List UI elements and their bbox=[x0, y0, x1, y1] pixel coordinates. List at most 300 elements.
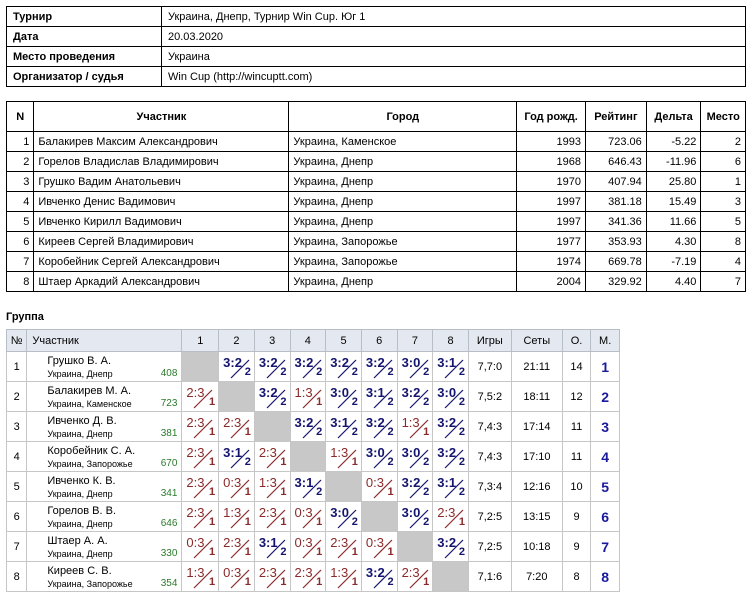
points-cell: 9 bbox=[562, 532, 591, 562]
match-score: 2:3 bbox=[186, 475, 205, 490]
match-points: 1 bbox=[316, 516, 323, 528]
participant-cell: 6 bbox=[701, 152, 746, 172]
match-result-cell bbox=[182, 382, 219, 412]
participant-cell: Украина, Каменское bbox=[289, 132, 517, 152]
match-score: 3:2 bbox=[401, 385, 421, 400]
match-points: 1 bbox=[244, 426, 251, 438]
match-score: 2:3 bbox=[223, 535, 242, 550]
player-rating: 381 bbox=[160, 428, 178, 439]
match-result-cell bbox=[433, 352, 469, 382]
points-cell: 11 bbox=[562, 442, 591, 472]
player-rating: 723 bbox=[160, 398, 178, 409]
match-score: 3:0 bbox=[401, 445, 421, 460]
participant-row bbox=[7, 232, 746, 252]
match-score: 3:2 bbox=[330, 355, 349, 370]
group-row bbox=[7, 472, 620, 502]
match-result-cell bbox=[219, 442, 255, 472]
player-city: Украина, Днепр bbox=[47, 519, 113, 529]
group-row-number: 3 bbox=[7, 412, 27, 442]
group-row-number: 8 bbox=[7, 562, 27, 592]
match-result-cell bbox=[290, 382, 326, 412]
tournament-info-table bbox=[6, 6, 746, 87]
participants-header-cell: Год рожд. bbox=[517, 102, 586, 132]
player-name: Грушко В. А. bbox=[47, 355, 112, 367]
match-result-cell bbox=[326, 382, 362, 412]
self-match-cell bbox=[219, 382, 255, 412]
player-rating: 330 bbox=[160, 548, 178, 559]
place-cell: 5 bbox=[591, 472, 620, 502]
info-row bbox=[7, 27, 746, 47]
match-points: 2 bbox=[423, 396, 430, 408]
match-points: 1 bbox=[423, 426, 430, 438]
match-score: 3:0 bbox=[330, 505, 349, 520]
games-cell: 7,5:2 bbox=[468, 382, 511, 412]
match-points: 2 bbox=[280, 366, 287, 378]
group-header-cell: 8 bbox=[433, 330, 469, 352]
match-score: 0:3 bbox=[294, 505, 313, 520]
group-player-cell bbox=[27, 532, 182, 562]
participant-cell: 4 bbox=[701, 252, 746, 272]
participant-cell: 2004 bbox=[517, 272, 586, 292]
match-points: 2 bbox=[316, 426, 323, 438]
match-score: 3:2 bbox=[365, 415, 385, 430]
match-score: 3:1 bbox=[365, 385, 385, 400]
match-result-cell bbox=[219, 562, 255, 592]
info-row bbox=[7, 67, 746, 87]
sets-cell: 21:11 bbox=[511, 352, 562, 382]
place-cell: 6 bbox=[591, 502, 620, 532]
player-city: Украина, Днепр bbox=[47, 429, 113, 439]
match-points: 1 bbox=[316, 396, 323, 408]
self-match-cell bbox=[254, 412, 290, 442]
match-score: 3:1 bbox=[330, 415, 349, 430]
points-cell: 11 bbox=[562, 412, 591, 442]
participant-row bbox=[7, 192, 746, 212]
participant-cell: 329.92 bbox=[586, 272, 647, 292]
participant-cell: 3 bbox=[7, 172, 34, 192]
match-points: 2 bbox=[316, 366, 323, 378]
match-score: 3:0 bbox=[437, 385, 457, 400]
participant-cell: 1997 bbox=[517, 212, 586, 232]
group-results-table bbox=[6, 329, 620, 592]
match-points: 1 bbox=[280, 576, 287, 588]
match-result-cell bbox=[326, 352, 362, 382]
match-result-cell bbox=[326, 502, 362, 532]
match-result-cell bbox=[433, 532, 469, 562]
participant-cell: 15.49 bbox=[646, 192, 701, 212]
participant-cell: Украина, Запорожье bbox=[289, 252, 517, 272]
group-row bbox=[7, 412, 620, 442]
match-score: 3:2 bbox=[365, 355, 385, 370]
match-result-cell bbox=[290, 472, 326, 502]
match-score: 3:1 bbox=[437, 475, 457, 490]
player-rating: 354 bbox=[160, 578, 178, 589]
participant-cell: Украина, Днепр bbox=[289, 272, 517, 292]
match-result-cell bbox=[361, 382, 397, 412]
games-cell: 7,2:5 bbox=[468, 532, 511, 562]
player-city: Украина, Днепр bbox=[47, 549, 113, 559]
match-points: 2 bbox=[423, 456, 430, 468]
match-result-cell bbox=[219, 352, 255, 382]
match-result-cell bbox=[254, 382, 290, 412]
match-points: 1 bbox=[209, 426, 216, 438]
match-points: 1 bbox=[458, 516, 465, 528]
match-points: 1 bbox=[316, 576, 323, 588]
match-points: 1 bbox=[209, 396, 216, 408]
match-points: 2 bbox=[351, 516, 358, 528]
group-row-number: 6 bbox=[7, 502, 27, 532]
games-cell: 7,1:6 bbox=[468, 562, 511, 592]
group-player-cell bbox=[27, 502, 182, 532]
participant-cell: Горелов Владислав Владимирович bbox=[34, 152, 289, 172]
match-result-cell bbox=[361, 562, 397, 592]
participant-row bbox=[7, 172, 746, 192]
group-row bbox=[7, 562, 620, 592]
match-score: 1:3 bbox=[294, 385, 313, 400]
group-header-cell: 7 bbox=[397, 330, 433, 352]
match-points: 2 bbox=[316, 486, 323, 498]
participant-cell: 1968 bbox=[517, 152, 586, 172]
match-score: 0:3 bbox=[365, 475, 384, 490]
match-points: 2 bbox=[458, 486, 465, 498]
group-row bbox=[7, 502, 620, 532]
match-score: 3:0 bbox=[330, 385, 349, 400]
match-points: 2 bbox=[423, 486, 430, 498]
participants-header-cell: Рейтинг bbox=[586, 102, 647, 132]
points-cell: 14 bbox=[562, 352, 591, 382]
participants-header-cell: Участник bbox=[34, 102, 289, 132]
participant-row bbox=[7, 212, 746, 232]
place-cell: 1 bbox=[591, 352, 620, 382]
participant-cell: Украина, Днепр bbox=[289, 172, 517, 192]
group-header-cell: Участник bbox=[27, 330, 182, 352]
info-row bbox=[7, 47, 746, 67]
participant-cell: Ивченко Денис Вадимович bbox=[34, 192, 289, 212]
place-cell: 2 bbox=[591, 382, 620, 412]
match-score: 3:2 bbox=[223, 355, 242, 370]
match-points: 2 bbox=[423, 366, 430, 378]
participant-cell: 1974 bbox=[517, 252, 586, 272]
match-score: 0:3 bbox=[223, 565, 242, 580]
group-row-number: 5 bbox=[7, 472, 27, 502]
place-cell: 8 bbox=[591, 562, 620, 592]
participant-cell: 8 bbox=[701, 232, 746, 252]
player-rating: 646 bbox=[160, 518, 178, 529]
match-points: 2 bbox=[458, 366, 465, 378]
match-result-cell bbox=[326, 562, 362, 592]
participant-cell: 1 bbox=[7, 132, 34, 152]
match-score: 0:3 bbox=[223, 475, 242, 490]
participant-cell: -5.22 bbox=[646, 132, 701, 152]
player-city: Украина, Запорожье bbox=[47, 459, 133, 469]
group-player-cell bbox=[27, 472, 182, 502]
self-match-cell bbox=[290, 442, 326, 472]
games-cell: 7,4:3 bbox=[468, 442, 511, 472]
match-score: 2:3 bbox=[330, 535, 349, 550]
sets-cell: 12:16 bbox=[511, 472, 562, 502]
match-points: 1 bbox=[351, 546, 358, 558]
match-points: 1 bbox=[423, 576, 430, 588]
match-score: 1:3 bbox=[186, 565, 205, 580]
sets-cell: 17:10 bbox=[511, 442, 562, 472]
match-score: 3:1 bbox=[258, 535, 278, 550]
match-points: 1 bbox=[387, 546, 394, 558]
match-result-cell bbox=[397, 382, 433, 412]
participants-table bbox=[6, 101, 746, 292]
participant-cell: 3 bbox=[701, 192, 746, 212]
match-points: 2 bbox=[458, 456, 465, 468]
participant-row bbox=[7, 252, 746, 272]
participant-cell: 1970 bbox=[517, 172, 586, 192]
match-points: 1 bbox=[280, 486, 287, 498]
match-points: 1 bbox=[280, 516, 287, 528]
match-result-cell bbox=[254, 472, 290, 502]
match-points: 1 bbox=[244, 486, 251, 498]
match-result-cell bbox=[182, 442, 219, 472]
match-result-cell bbox=[182, 412, 219, 442]
match-points: 2 bbox=[458, 426, 465, 438]
match-points: 1 bbox=[244, 516, 251, 528]
participant-row bbox=[7, 152, 746, 172]
participants-header-cell: Город bbox=[289, 102, 517, 132]
player-city: Украина, Днепр bbox=[47, 489, 113, 499]
place-cell: 4 bbox=[591, 442, 620, 472]
match-result-cell bbox=[361, 442, 397, 472]
participant-cell: 7 bbox=[7, 252, 34, 272]
player-rating: 408 bbox=[160, 368, 178, 379]
match-result-cell bbox=[254, 532, 290, 562]
group-header-cell: 6 bbox=[361, 330, 397, 352]
participant-cell: 7 bbox=[701, 272, 746, 292]
match-score: 2:3 bbox=[258, 505, 277, 520]
match-points: 1 bbox=[209, 546, 216, 558]
match-result-cell bbox=[433, 472, 469, 502]
match-score: 2:3 bbox=[401, 565, 420, 580]
player-city: Украина, Днепр bbox=[47, 369, 113, 379]
match-score: 2:3 bbox=[186, 505, 205, 520]
match-score: 2:3 bbox=[294, 565, 313, 580]
group-caption: Группа bbox=[6, 311, 44, 323]
match-result-cell bbox=[361, 472, 397, 502]
match-score: 3:0 bbox=[401, 505, 421, 520]
info-value: Украина, Днепр, Турнир Win Cup. Юг 1 bbox=[162, 7, 746, 27]
info-value: Win Cup (http://wincuptt.com) bbox=[162, 67, 746, 87]
match-result-cell bbox=[254, 352, 290, 382]
match-score: 2:3 bbox=[186, 445, 205, 460]
self-match-cell bbox=[182, 352, 219, 382]
match-points: 1 bbox=[209, 516, 216, 528]
group-row bbox=[7, 352, 620, 382]
place-cell: 7 bbox=[591, 532, 620, 562]
match-result-cell bbox=[290, 412, 326, 442]
match-result-cell bbox=[290, 352, 326, 382]
match-score: 3:0 bbox=[365, 445, 385, 460]
match-score: 1:3 bbox=[258, 475, 277, 490]
group-header-cell: 5 bbox=[326, 330, 362, 352]
match-result-cell bbox=[219, 412, 255, 442]
match-score: 2:3 bbox=[437, 505, 456, 520]
player-name: Ивченко К. В. bbox=[47, 475, 116, 487]
points-cell: 8 bbox=[562, 562, 591, 592]
match-score: 0:3 bbox=[365, 535, 384, 550]
participant-cell: Ивченко Кирилл Вадимович bbox=[34, 212, 289, 232]
match-points: 2 bbox=[387, 366, 394, 378]
match-result-cell bbox=[397, 472, 433, 502]
match-score: 1:3 bbox=[223, 505, 242, 520]
match-points: 2 bbox=[387, 426, 394, 438]
match-points: 2 bbox=[387, 456, 394, 468]
match-points: 1 bbox=[244, 546, 251, 558]
match-score: 3:1 bbox=[437, 355, 457, 370]
info-value: Украина bbox=[162, 47, 746, 67]
info-row bbox=[7, 7, 746, 27]
participants-header-row bbox=[7, 102, 746, 132]
place-cell: 3 bbox=[591, 412, 620, 442]
match-points: 2 bbox=[423, 516, 430, 528]
sets-cell: 10:18 bbox=[511, 532, 562, 562]
participant-cell: 1993 bbox=[517, 132, 586, 152]
group-header-row bbox=[7, 330, 620, 352]
participant-cell: -11.96 bbox=[646, 152, 701, 172]
group-player-cell bbox=[27, 352, 182, 382]
player-name: Коробейник С. А. bbox=[47, 445, 136, 457]
match-result-cell bbox=[433, 442, 469, 472]
match-result-cell bbox=[361, 412, 397, 442]
match-result-cell bbox=[326, 532, 362, 562]
participant-cell: Киреев Сергей Владимирович bbox=[34, 232, 289, 252]
match-result-cell bbox=[361, 532, 397, 562]
match-result-cell bbox=[254, 502, 290, 532]
group-header-cell: 3 bbox=[254, 330, 290, 352]
participant-cell: Украина, Днепр bbox=[289, 192, 517, 212]
match-score: 2:3 bbox=[186, 415, 205, 430]
match-result-cell bbox=[433, 412, 469, 442]
info-label: Дата bbox=[7, 27, 162, 47]
match-result-cell bbox=[182, 562, 219, 592]
match-points: 2 bbox=[351, 426, 358, 438]
group-row bbox=[7, 442, 620, 472]
match-result-cell bbox=[361, 352, 397, 382]
participant-row bbox=[7, 272, 746, 292]
points-cell: 10 bbox=[562, 472, 591, 502]
match-result-cell bbox=[326, 412, 362, 442]
info-value: 20.03.2020 bbox=[162, 27, 746, 47]
match-points: 1 bbox=[209, 576, 216, 588]
match-points: 1 bbox=[316, 546, 323, 558]
participant-cell: -7.19 bbox=[646, 252, 701, 272]
participant-cell: Коробейник Сергей Александрович bbox=[34, 252, 289, 272]
participant-cell: 353.93 bbox=[586, 232, 647, 252]
participant-cell: 6 bbox=[7, 232, 34, 252]
match-score: 2:3 bbox=[258, 565, 277, 580]
match-result-cell bbox=[397, 502, 433, 532]
games-cell: 7,4:3 bbox=[468, 412, 511, 442]
group-player-cell bbox=[27, 562, 182, 592]
match-points: 1 bbox=[244, 576, 251, 588]
match-score: 3:2 bbox=[258, 385, 278, 400]
match-result-cell bbox=[433, 502, 469, 532]
player-name: Ивченко Д. В. bbox=[47, 415, 117, 427]
participant-cell: Балакирев Максим Александрович bbox=[34, 132, 289, 152]
group-row bbox=[7, 532, 620, 562]
participant-cell: 1997 bbox=[517, 192, 586, 212]
match-score: 3:2 bbox=[294, 415, 314, 430]
match-score: 3:2 bbox=[437, 415, 457, 430]
match-result-cell bbox=[254, 562, 290, 592]
match-result-cell bbox=[326, 442, 362, 472]
participant-cell: 5 bbox=[7, 212, 34, 232]
match-result-cell bbox=[290, 562, 326, 592]
self-match-cell bbox=[361, 502, 397, 532]
self-match-cell bbox=[397, 532, 433, 562]
match-points: 2 bbox=[280, 546, 287, 558]
participant-cell: 723.06 bbox=[586, 132, 647, 152]
group-header-cell: № bbox=[7, 330, 27, 352]
participant-cell: 407.94 bbox=[586, 172, 647, 192]
participant-cell: 11.66 bbox=[646, 212, 701, 232]
info-label: Турнир bbox=[7, 7, 162, 27]
participant-cell: 4.30 bbox=[646, 232, 701, 252]
match-points: 2 bbox=[244, 456, 251, 468]
match-result-cell bbox=[290, 502, 326, 532]
participant-cell: Украина, Днепр bbox=[289, 152, 517, 172]
participant-cell: 669.78 bbox=[586, 252, 647, 272]
group-header-cell: 4 bbox=[290, 330, 326, 352]
participant-cell: 8 bbox=[7, 272, 34, 292]
match-points: 2 bbox=[351, 396, 358, 408]
sets-cell: 7:20 bbox=[511, 562, 562, 592]
participant-cell: 4 bbox=[7, 192, 34, 212]
match-result-cell bbox=[397, 442, 433, 472]
player-name: Балакирев М. А. bbox=[47, 385, 132, 397]
group-header-cell: М. bbox=[591, 330, 620, 352]
player-rating: 341 bbox=[160, 488, 178, 499]
match-result-cell bbox=[219, 502, 255, 532]
player-city: Украина, Запорожье bbox=[47, 579, 133, 589]
match-result-cell bbox=[397, 412, 433, 442]
player-name: Штаер А. А. bbox=[47, 535, 108, 547]
participant-cell: 4.40 bbox=[646, 272, 701, 292]
group-header-cell: О. bbox=[562, 330, 591, 352]
match-result-cell bbox=[182, 502, 219, 532]
participants-header-cell: Дельта bbox=[646, 102, 701, 132]
participant-cell: Украина, Запорожье bbox=[289, 232, 517, 252]
player-city: Украина, Каменское bbox=[47, 399, 132, 409]
participant-cell: 2 bbox=[701, 132, 746, 152]
match-score: 0:3 bbox=[186, 535, 205, 550]
match-result-cell bbox=[397, 352, 433, 382]
games-cell: 7,7:0 bbox=[468, 352, 511, 382]
match-score: 3:1 bbox=[223, 445, 242, 460]
group-row-number: 4 bbox=[7, 442, 27, 472]
match-points: 2 bbox=[387, 576, 394, 588]
info-label: Организатор / судья bbox=[7, 67, 162, 87]
match-points: 2 bbox=[244, 366, 251, 378]
match-score: 2:3 bbox=[186, 385, 205, 400]
group-player-cell bbox=[27, 382, 182, 412]
sets-cell: 17:14 bbox=[511, 412, 562, 442]
match-points: 2 bbox=[351, 366, 358, 378]
self-match-cell bbox=[326, 472, 362, 502]
participant-cell: 2 bbox=[7, 152, 34, 172]
match-score: 1:3 bbox=[401, 415, 420, 430]
player-rating: 670 bbox=[160, 458, 178, 469]
participant-cell: 646.43 bbox=[586, 152, 647, 172]
match-score: 0:3 bbox=[294, 535, 313, 550]
match-points: 1 bbox=[387, 486, 394, 498]
match-points: 1 bbox=[280, 456, 287, 468]
group-row bbox=[7, 382, 620, 412]
